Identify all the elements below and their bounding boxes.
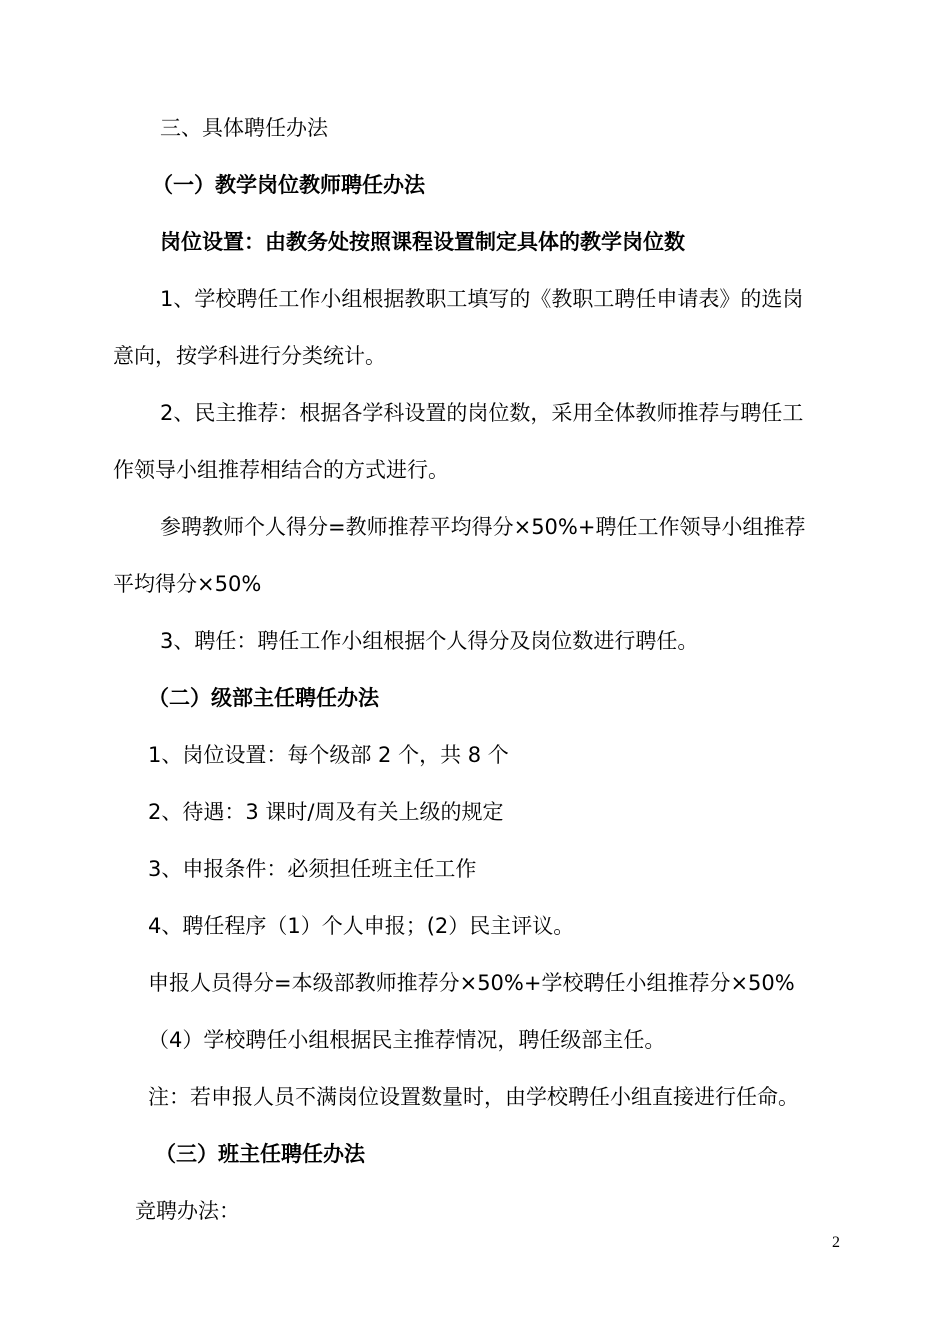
paragraph-line: 竞聘办法： <box>135 1199 240 1223</box>
page-number: 2 <box>832 1234 840 1251</box>
paragraph-line: 3、聘任：聘任工作小组根据个人得分及岗位数进行聘任。 <box>160 629 699 653</box>
subsection-1-heading: （一）教学岗位教师聘任办法 <box>152 173 425 197</box>
paragraph-line: 2、民主推荐：根据各学科设置的岗位数，采用全体教师推荐与聘任工 <box>160 401 804 425</box>
section-heading: 三、具体聘任办法 <box>160 116 328 140</box>
list-item: 4、聘任程序（1）个人申报；(2）民主评议。 <box>148 914 575 938</box>
paragraph-line: 意向，按学科进行分类统计。 <box>113 344 386 368</box>
paragraph-line: 作领导小组推荐相结合的方式进行。 <box>113 458 449 482</box>
formula-line: 平均得分×50% <box>113 572 262 596</box>
subsection-2-heading: （二）级部主任聘任办法 <box>148 686 379 710</box>
formula-line: 参聘教师个人得分=教师推荐平均得分×50%+聘任工作领导小组推荐 <box>160 515 806 539</box>
formula-line: 申报人员得分=本级部教师推荐分×50%+学校聘任小组推荐分×50% <box>148 971 795 995</box>
list-item: 3、申报条件：必须担任班主任工作 <box>148 857 477 881</box>
note-line: 注：若申报人员不满岗位设置数量时，由学校聘任小组直接进行任命。 <box>148 1085 799 1109</box>
list-item: 2、待遇：3 课时/周及有关上级的规定 <box>148 800 504 824</box>
post-setting-line: 岗位设置：由教务处按照课程设置制定具体的教学岗位数 <box>160 230 685 254</box>
subsection-3-heading: （三）班主任聘任办法 <box>155 1142 365 1166</box>
list-item: 1、岗位设置：每个级部 2 个，共 8 个 <box>148 743 509 767</box>
paragraph-line: 1、学校聘任工作小组根据教职工填写的《教职工聘任申请表》的选岗 <box>160 287 804 311</box>
list-item: （4）学校聘任小组根据民主推荐情况，聘任级部主任。 <box>148 1028 666 1052</box>
